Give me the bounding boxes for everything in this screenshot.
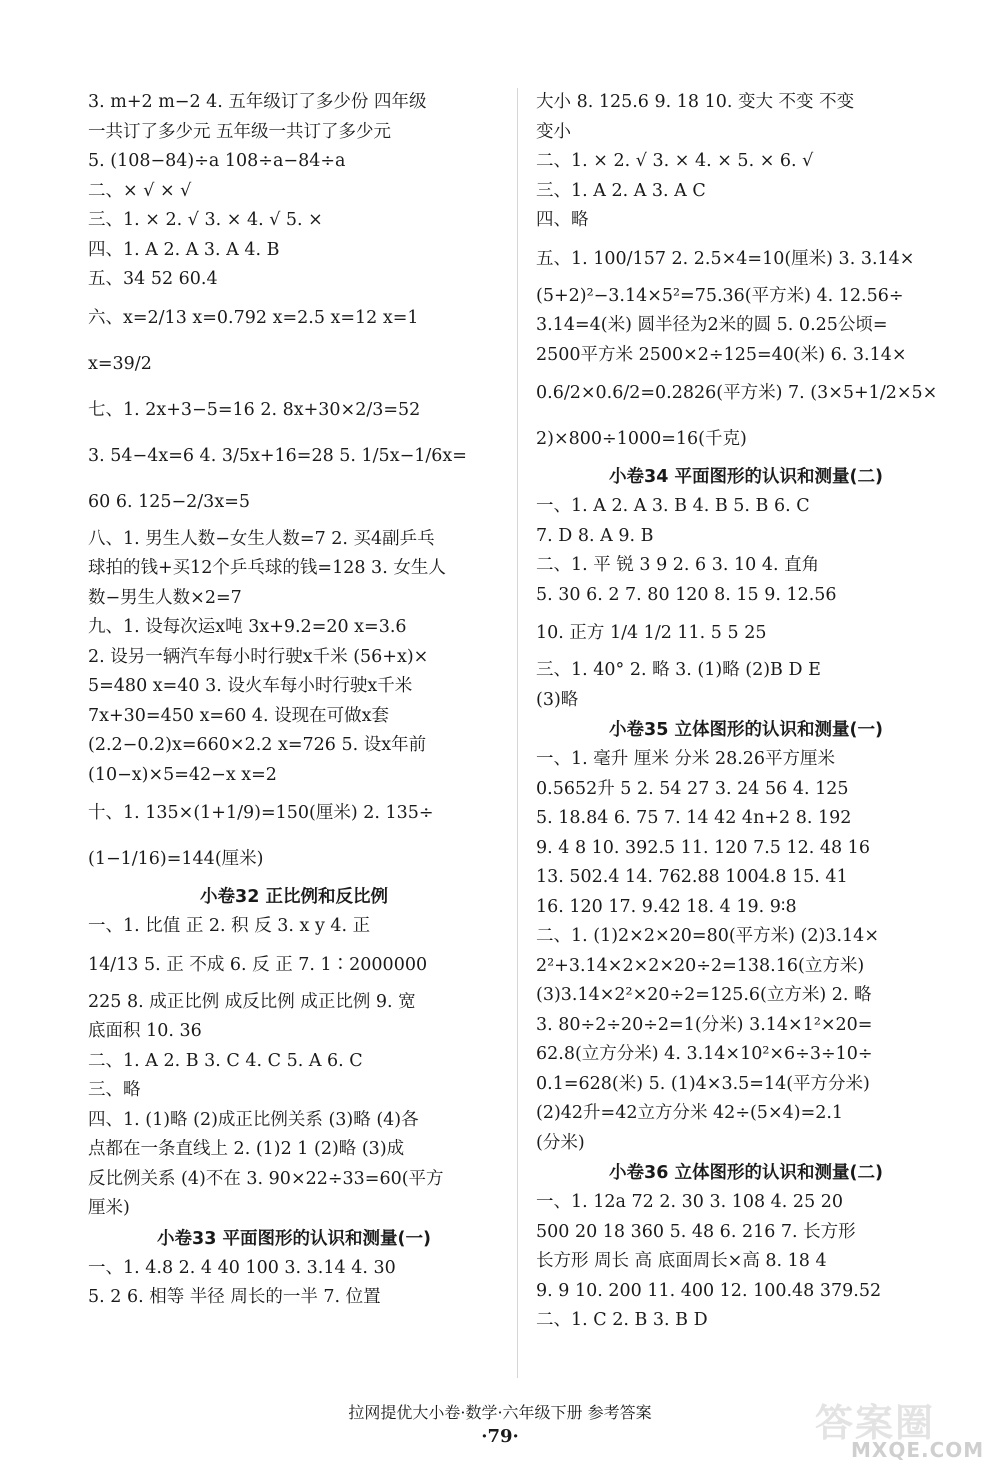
answer-line: 0.6/2×0.6/2=0.2826(平方米) 7. (3×5+1/2×5×: [536, 383, 938, 403]
answer-line: 一、1. A 2. A 3. B 4. B 5. B 6. C: [536, 496, 810, 516]
page-number: ·79·: [481, 1426, 519, 1447]
answer-line: 2)×800÷1000=16(千克): [536, 429, 747, 449]
answer-line: (3)略: [536, 689, 579, 710]
answer-line: 四、1. (1)略 (2)成正比例关系 (3)略 (4)各: [88, 1109, 419, 1130]
answer-line: 二、1. × 2. √ 3. × 4. × 5. × 6. √: [536, 151, 814, 171]
answer-line: 四、略: [536, 210, 589, 230]
answer-line: 60 6. 125−2/3x=5: [88, 491, 250, 512]
answer-column-right: [536, 88, 956, 1336]
answer-line: 三、1. 40° 2. 略 3. (1)略 (2)B D E: [536, 660, 821, 680]
answer-line: 一、1. 4.8 2. 4 40 100 3. 3.14 4. 30: [88, 1257, 396, 1278]
answer-line: 底面积 10. 36: [88, 1021, 202, 1041]
answer-line: 2500平方米 2500×2÷125=40(米) 6. 3.14×: [536, 344, 907, 365]
watermark-logo: [815, 1392, 985, 1464]
answer-line: 3. 54−4x=6 4. 3/5x+16=28 5. 1/5x−1/6x=: [88, 445, 467, 466]
watermark-text: 答案圈: [815, 1401, 936, 1445]
answer-line: 0.5652升 5 2. 54 27 3. 24 56 4. 125: [536, 778, 849, 799]
answer-line: 长方形 周长 高 底面周长×高 8. 18 4: [536, 1251, 827, 1271]
answer-line: 反比例关系 (4)不在 3. 90×22÷33=60(平方: [88, 1168, 444, 1189]
answer-line: 五、34 52 60.4: [88, 269, 218, 289]
answer-line: 3.14=4(米) 圆半径为2米的圆 5. 0.25公顷=: [536, 315, 888, 335]
answer-line: 5. (108−84)÷a 108÷a−84÷a: [88, 151, 346, 171]
answer-line: 3. 80÷2÷20÷2=1(分米) 3.14×1²×20=: [536, 1014, 873, 1035]
answer-line: 500 20 18 360 5. 48 6. 216 7. 长方形: [536, 1221, 856, 1242]
answer-line: 二、1. A 2. B 3. C 4. C 5. A 6. C: [88, 1050, 363, 1071]
answer-line: (2)42升=42立方分米 42÷(5×4)=2.1: [536, 1103, 844, 1123]
section-title: 小卷34 平面图形的认识和测量(二): [609, 467, 883, 487]
answer-line: 14/13 5. 正 不成 6. 反 正 7. 1∶2000000: [88, 954, 428, 975]
section-title: 小卷33 平面图形的认识和测量(一): [157, 1228, 431, 1249]
answer-line: 5. 2 6. 相等 半径 周长的一半 7. 位置: [88, 1287, 381, 1307]
section-title: 小卷36 立体图形的认识和测量(二): [609, 1163, 883, 1183]
answer-column-left: [88, 88, 500, 1313]
answer-line: 0.1=628(米) 5. (1)4×3.5=14(平方分米): [536, 1073, 870, 1094]
answer-line: 13. 502.4 14. 762.88 1004.8 15. 41: [536, 867, 848, 887]
answer-line: 球拍的钱+买12个乒乓球的钱=128 3. 女生人: [88, 558, 446, 578]
answer-line: 2²+3.14×2×2×20÷2=138.16(立方米): [536, 955, 865, 976]
answer-line: (5+2)²−3.14×5²=75.36(平方米) 4. 12.56÷: [536, 285, 904, 306]
answer-line: 5. 18.84 6. 75 7. 14 42 4n+2 8. 192: [536, 808, 852, 828]
answer-line: 3. m+2 m−2 4. 五年级订了多少份 四年级: [88, 92, 427, 112]
answer-line: 225 8. 成正比例 成反比例 成正比例 9. 宽: [88, 991, 416, 1012]
answer-line: 2. 设另一辆汽车每小时行驶x千米 (56+x)×: [88, 646, 429, 667]
answer-line: 大小 8. 125.6 9. 18 10. 变大 不变 不变: [536, 92, 855, 112]
answer-line: 十、1. 135×(1+1/9)=150(厘米) 2. 135÷: [88, 803, 434, 823]
answer-line: 62.8(立方分米) 4. 3.14×10²×6÷3÷10÷: [536, 1044, 873, 1064]
answer-line: 二、× √ × √: [88, 180, 192, 201]
answer-line: (10−x)×5=42−x x=2: [88, 764, 277, 785]
answer-line: 一共订了多少元 五年级一共订了多少元: [88, 121, 392, 142]
answer-line: x=39/2: [88, 353, 152, 374]
answer-line: (分米): [536, 1132, 585, 1153]
answer-line: 八、1. 男生人数−女生人数=7 2. 买4副乒乓: [88, 528, 435, 549]
answer-line: 5=480 x=40 3. 设火车每小时行驶x千米: [88, 676, 413, 696]
answer-line: 二、1. 平 锐 3 9 2. 6 3. 10 4. 直角: [536, 555, 820, 575]
answer-line: 七、1. 2x+3−5=16 2. 8x+30×2/3=52: [88, 399, 421, 420]
answer-line: (2.2−0.2)x=660×2.2 x=726 5. 设x年前: [88, 735, 427, 755]
answer-line: 点都在一条直线上 2. (1)2 1 (2)略 (3)成: [88, 1139, 405, 1159]
answer-line: (1−1/16)=144(厘米): [88, 849, 264, 869]
answer-line: 厘米): [88, 1198, 130, 1218]
answer-line: 5. 30 6. 2 7. 80 120 8. 15 9. 12.56: [536, 584, 837, 605]
answer-line: 一、1. 比值 正 2. 积 反 3. x y 4. 正: [88, 916, 371, 936]
answer-line: 一、1. 毫升 厘米 分米 28.26平方厘米: [536, 749, 836, 769]
answer-line: 7x+30=450 x=60 4. 设现在可做x套: [88, 705, 390, 726]
watermark-domain: MXQE.COM: [851, 1438, 985, 1462]
answer-line: 三、略: [88, 1080, 141, 1100]
answer-line: 一、1. 12a 72 2. 30 3. 108 4. 25 20: [536, 1192, 844, 1212]
column-divider: [517, 88, 518, 1378]
answer-line: 二、1. (1)2×2×20=80(平方米) (2)3.14×: [536, 926, 879, 946]
section-title: 小卷35 立体图形的认识和测量(一): [609, 720, 883, 740]
answer-line: 九、1. 设每次运x吨 3x+9.2=20 x=3.6: [88, 617, 407, 637]
answer-line: 7. D 8. A 9. B: [536, 525, 654, 546]
answer-line: 16. 120 17. 9.42 18. 4 19. 9∶8: [536, 896, 797, 917]
answer-line: 四、1. A 2. A 3. A 4. B: [88, 239, 280, 260]
section-title: 小卷32 正比例和反比例: [200, 887, 388, 907]
answer-line: 10. 正方 1/4 1/2 11. 5 5 25: [536, 623, 767, 643]
answer-line: (3)3.14×2²×20÷2=125.6(立方米) 2. 略: [536, 985, 872, 1005]
answer-line: 变小: [536, 121, 571, 142]
answer-line: 二、1. C 2. B 3. B D: [536, 1310, 708, 1330]
answer-line: 9. 9 10. 200 11. 400 12. 100.48 379.52: [536, 1280, 882, 1301]
answer-line: 数−男生人数×2=7: [88, 587, 242, 608]
answer-line: 9. 4 8 10. 392.5 11. 120 7.5 12. 48 16: [536, 837, 870, 858]
answer-line: 三、1. × 2. √ 3. × 4. √ 5. ×: [88, 210, 323, 230]
answer-line: 五、1. 100/157 2. 2.5×4=10(厘米) 3. 3.14×: [536, 248, 915, 269]
answer-line: 六、x=2/13 x=0.792 x=2.5 x=12 x=1: [88, 307, 419, 328]
running-footer: 拉网提优大小卷·数学·六年级下册 参考答案: [348, 1403, 652, 1422]
answer-line: 三、1. A 2. A 3. A C: [536, 180, 706, 201]
